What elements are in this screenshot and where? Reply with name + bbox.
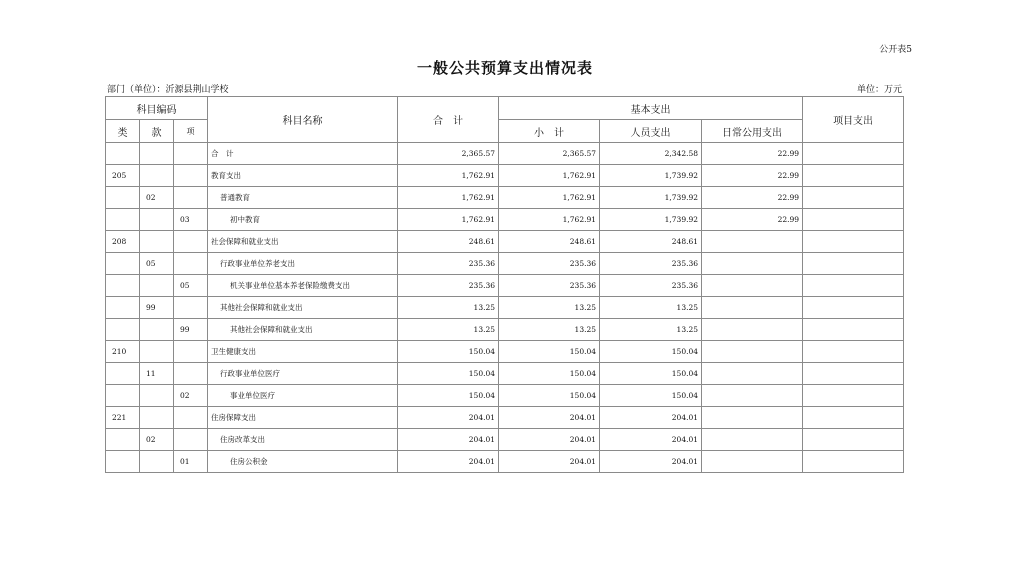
- daily-cell: [702, 407, 803, 429]
- project-cell: [803, 451, 904, 473]
- kuan-cell: 99: [140, 297, 174, 319]
- kuan-cell: [140, 407, 174, 429]
- subtotal-cell: 13.25: [499, 297, 600, 319]
- lei-cell: [106, 209, 140, 231]
- xiang-cell: 99: [174, 319, 208, 341]
- subject-name-cell: 机关事业单位基本养老保险缴费支出: [208, 275, 398, 297]
- kuan-header: 款: [140, 120, 174, 143]
- daily-cell: [702, 319, 803, 341]
- table-row: [106, 165, 904, 187]
- kuan-cell: 11: [140, 363, 174, 385]
- subject-name-header: 科目名称: [208, 97, 398, 143]
- daily-cell: [702, 385, 803, 407]
- project-cell: [803, 187, 904, 209]
- kuan-cell: 05: [140, 253, 174, 275]
- daily-cell: [702, 231, 803, 253]
- total-cell: 1,762.91: [398, 209, 499, 231]
- lei-cell: [106, 451, 140, 473]
- total-cell: 204.01: [398, 429, 499, 451]
- subtotal-cell: 150.04: [499, 385, 600, 407]
- xiang-cell: 02: [174, 385, 208, 407]
- lei-cell: 208: [106, 231, 140, 253]
- table-row: [106, 275, 904, 297]
- subtotal-cell: 1,762.91: [499, 165, 600, 187]
- project-cell: [803, 297, 904, 319]
- subject-name-cell: 行政事业单位医疗: [208, 363, 398, 385]
- form-number: 公开表5: [879, 45, 912, 55]
- personnel-cell: 2,342.58: [600, 143, 702, 165]
- lei-cell: 205: [106, 165, 140, 187]
- total-cell: 204.01: [398, 451, 499, 473]
- xiang-cell: [174, 407, 208, 429]
- table-row: [106, 429, 904, 451]
- daily-cell: 22.99: [702, 143, 803, 165]
- project-cell: [803, 165, 904, 187]
- kuan-cell: [140, 319, 174, 341]
- unit-label: 单位：万元: [856, 85, 902, 95]
- daily-cell: 22.99: [702, 187, 803, 209]
- total-cell: 150.04: [398, 363, 499, 385]
- xiang-cell: [174, 143, 208, 165]
- xiang-cell: [174, 297, 208, 319]
- subtotal-cell: 1,762.91: [499, 187, 600, 209]
- subtotal-cell: 204.01: [499, 429, 600, 451]
- lei-cell: [106, 253, 140, 275]
- table-row: [106, 451, 904, 473]
- xiang-cell: [174, 187, 208, 209]
- kuan-cell: [140, 451, 174, 473]
- kuan-cell: 02: [140, 187, 174, 209]
- kuan-cell: [140, 165, 174, 187]
- table-row: [106, 209, 904, 231]
- xiang-cell: [174, 253, 208, 275]
- table-row: [106, 253, 904, 275]
- subtotal-cell: 204.01: [499, 407, 600, 429]
- project-cell: [803, 429, 904, 451]
- table-row: [106, 297, 904, 319]
- lei-cell: [106, 363, 140, 385]
- lei-cell: [106, 275, 140, 297]
- personnel-cell: 235.36: [600, 253, 702, 275]
- subtotal-header: 小 计: [499, 120, 600, 143]
- xiang-cell: 01: [174, 451, 208, 473]
- subtotal-cell: 150.04: [499, 363, 600, 385]
- lei-cell: [106, 429, 140, 451]
- lei-cell: [106, 385, 140, 407]
- department-label: 部门（单位）：沂源县荆山学校: [107, 85, 229, 95]
- personnel-cell: 1,739.92: [600, 187, 702, 209]
- personnel-cell: 204.01: [600, 451, 702, 473]
- xiang-header: 项: [174, 120, 208, 143]
- subtotal-cell: 204.01: [499, 451, 600, 473]
- total-cell: 2,365.57: [398, 143, 499, 165]
- project-cell: [803, 385, 904, 407]
- subtotal-cell: 1,762.91: [499, 209, 600, 231]
- lei-cell: [106, 143, 140, 165]
- subject-name-cell: 住房公积金: [208, 451, 398, 473]
- personnel-cell: 235.36: [600, 275, 702, 297]
- lei-cell: [106, 319, 140, 341]
- table-row: [106, 341, 904, 363]
- total-cell: 1,762.91: [398, 165, 499, 187]
- subject-name-cell: 普通教育: [208, 187, 398, 209]
- total-header: 合 计: [398, 97, 499, 143]
- xiang-cell: [174, 231, 208, 253]
- project-cell: [803, 341, 904, 363]
- lei-cell: 221: [106, 407, 140, 429]
- table-row: [106, 363, 904, 385]
- personnel-cell: 248.61: [600, 231, 702, 253]
- total-cell: 13.25: [398, 319, 499, 341]
- subject-name-cell: 合 计: [208, 143, 398, 165]
- daily-cell: 22.99: [702, 209, 803, 231]
- kuan-cell: [140, 275, 174, 297]
- personnel-cell: 1,739.92: [600, 165, 702, 187]
- table-row: [106, 187, 904, 209]
- total-cell: 248.61: [398, 231, 499, 253]
- kuan-cell: [140, 231, 174, 253]
- total-cell: 150.04: [398, 385, 499, 407]
- table-body: [106, 143, 904, 473]
- project-expenditure-header: 项目支出: [803, 97, 904, 143]
- kuan-cell: [140, 341, 174, 363]
- subject-name-cell: 其他社会保障和就业支出: [208, 297, 398, 319]
- daily-cell: [702, 275, 803, 297]
- personnel-cell: 150.04: [600, 363, 702, 385]
- daily-cell: [702, 297, 803, 319]
- kuan-cell: 02: [140, 429, 174, 451]
- subtotal-cell: 235.36: [499, 253, 600, 275]
- personnel-cell: 150.04: [600, 385, 702, 407]
- xiang-cell: [174, 165, 208, 187]
- subtotal-cell: 248.61: [499, 231, 600, 253]
- daily-public-header: 日常公用支出: [702, 120, 803, 143]
- daily-cell: [702, 451, 803, 473]
- xiang-cell: 05: [174, 275, 208, 297]
- project-cell: [803, 231, 904, 253]
- daily-cell: [702, 341, 803, 363]
- lei-cell: [106, 187, 140, 209]
- subtotal-cell: 13.25: [499, 319, 600, 341]
- total-cell: 150.04: [398, 341, 499, 363]
- total-cell: 235.36: [398, 253, 499, 275]
- subject-name-cell: 教育支出: [208, 165, 398, 187]
- xiang-cell: [174, 341, 208, 363]
- page-title: 一般公共预算支出情况表: [416, 59, 593, 77]
- subject-name-cell: 行政事业单位养老支出: [208, 253, 398, 275]
- total-cell: 13.25: [398, 297, 499, 319]
- lei-cell: [106, 297, 140, 319]
- project-cell: [803, 209, 904, 231]
- subtotal-cell: 2,365.57: [499, 143, 600, 165]
- total-cell: 1,762.91: [398, 187, 499, 209]
- subject-name-cell: 社会保障和就业支出: [208, 231, 398, 253]
- subtotal-cell: 150.04: [499, 341, 600, 363]
- project-cell: [803, 407, 904, 429]
- personnel-cell: 204.01: [600, 407, 702, 429]
- lei-cell: 210: [106, 341, 140, 363]
- personnel-cell: 1,739.92: [600, 209, 702, 231]
- project-cell: [803, 143, 904, 165]
- basic-expenditure-header: 基本支出: [499, 97, 803, 120]
- project-cell: [803, 363, 904, 385]
- daily-cell: [702, 429, 803, 451]
- table-row: [106, 385, 904, 407]
- subject-name-cell: 初中教育: [208, 209, 398, 231]
- table-row: [106, 143, 904, 165]
- subtotal-cell: 235.36: [499, 275, 600, 297]
- project-cell: [803, 319, 904, 341]
- subject-name-cell: 卫生健康支出: [208, 341, 398, 363]
- total-cell: 204.01: [398, 407, 499, 429]
- kuan-cell: [140, 143, 174, 165]
- project-cell: [803, 275, 904, 297]
- table-row: [106, 231, 904, 253]
- personnel-cell: 204.01: [600, 429, 702, 451]
- daily-cell: 22.99: [702, 165, 803, 187]
- xiang-cell: [174, 363, 208, 385]
- subject-name-cell: 事业单位医疗: [208, 385, 398, 407]
- personnel-header: 人员支出: [600, 120, 702, 143]
- xiang-cell: [174, 429, 208, 451]
- subject-name-cell: 住房保障支出: [208, 407, 398, 429]
- total-cell: 235.36: [398, 275, 499, 297]
- project-cell: [803, 253, 904, 275]
- lei-header: 类: [106, 120, 140, 143]
- personnel-cell: 13.25: [600, 297, 702, 319]
- kuan-cell: [140, 209, 174, 231]
- subject-name-cell: 其他社会保障和就业支出: [208, 319, 398, 341]
- table-row: [106, 407, 904, 429]
- xiang-cell: 03: [174, 209, 208, 231]
- personnel-cell: 13.25: [600, 319, 702, 341]
- personnel-cell: 150.04: [600, 341, 702, 363]
- table-row: [106, 319, 904, 341]
- subject-name-cell: 住房改革支出: [208, 429, 398, 451]
- daily-cell: [702, 253, 803, 275]
- subject-code-header: 科目编码: [106, 97, 208, 120]
- kuan-cell: [140, 385, 174, 407]
- daily-cell: [702, 363, 803, 385]
- budget-expenditure-table: [105, 96, 904, 473]
